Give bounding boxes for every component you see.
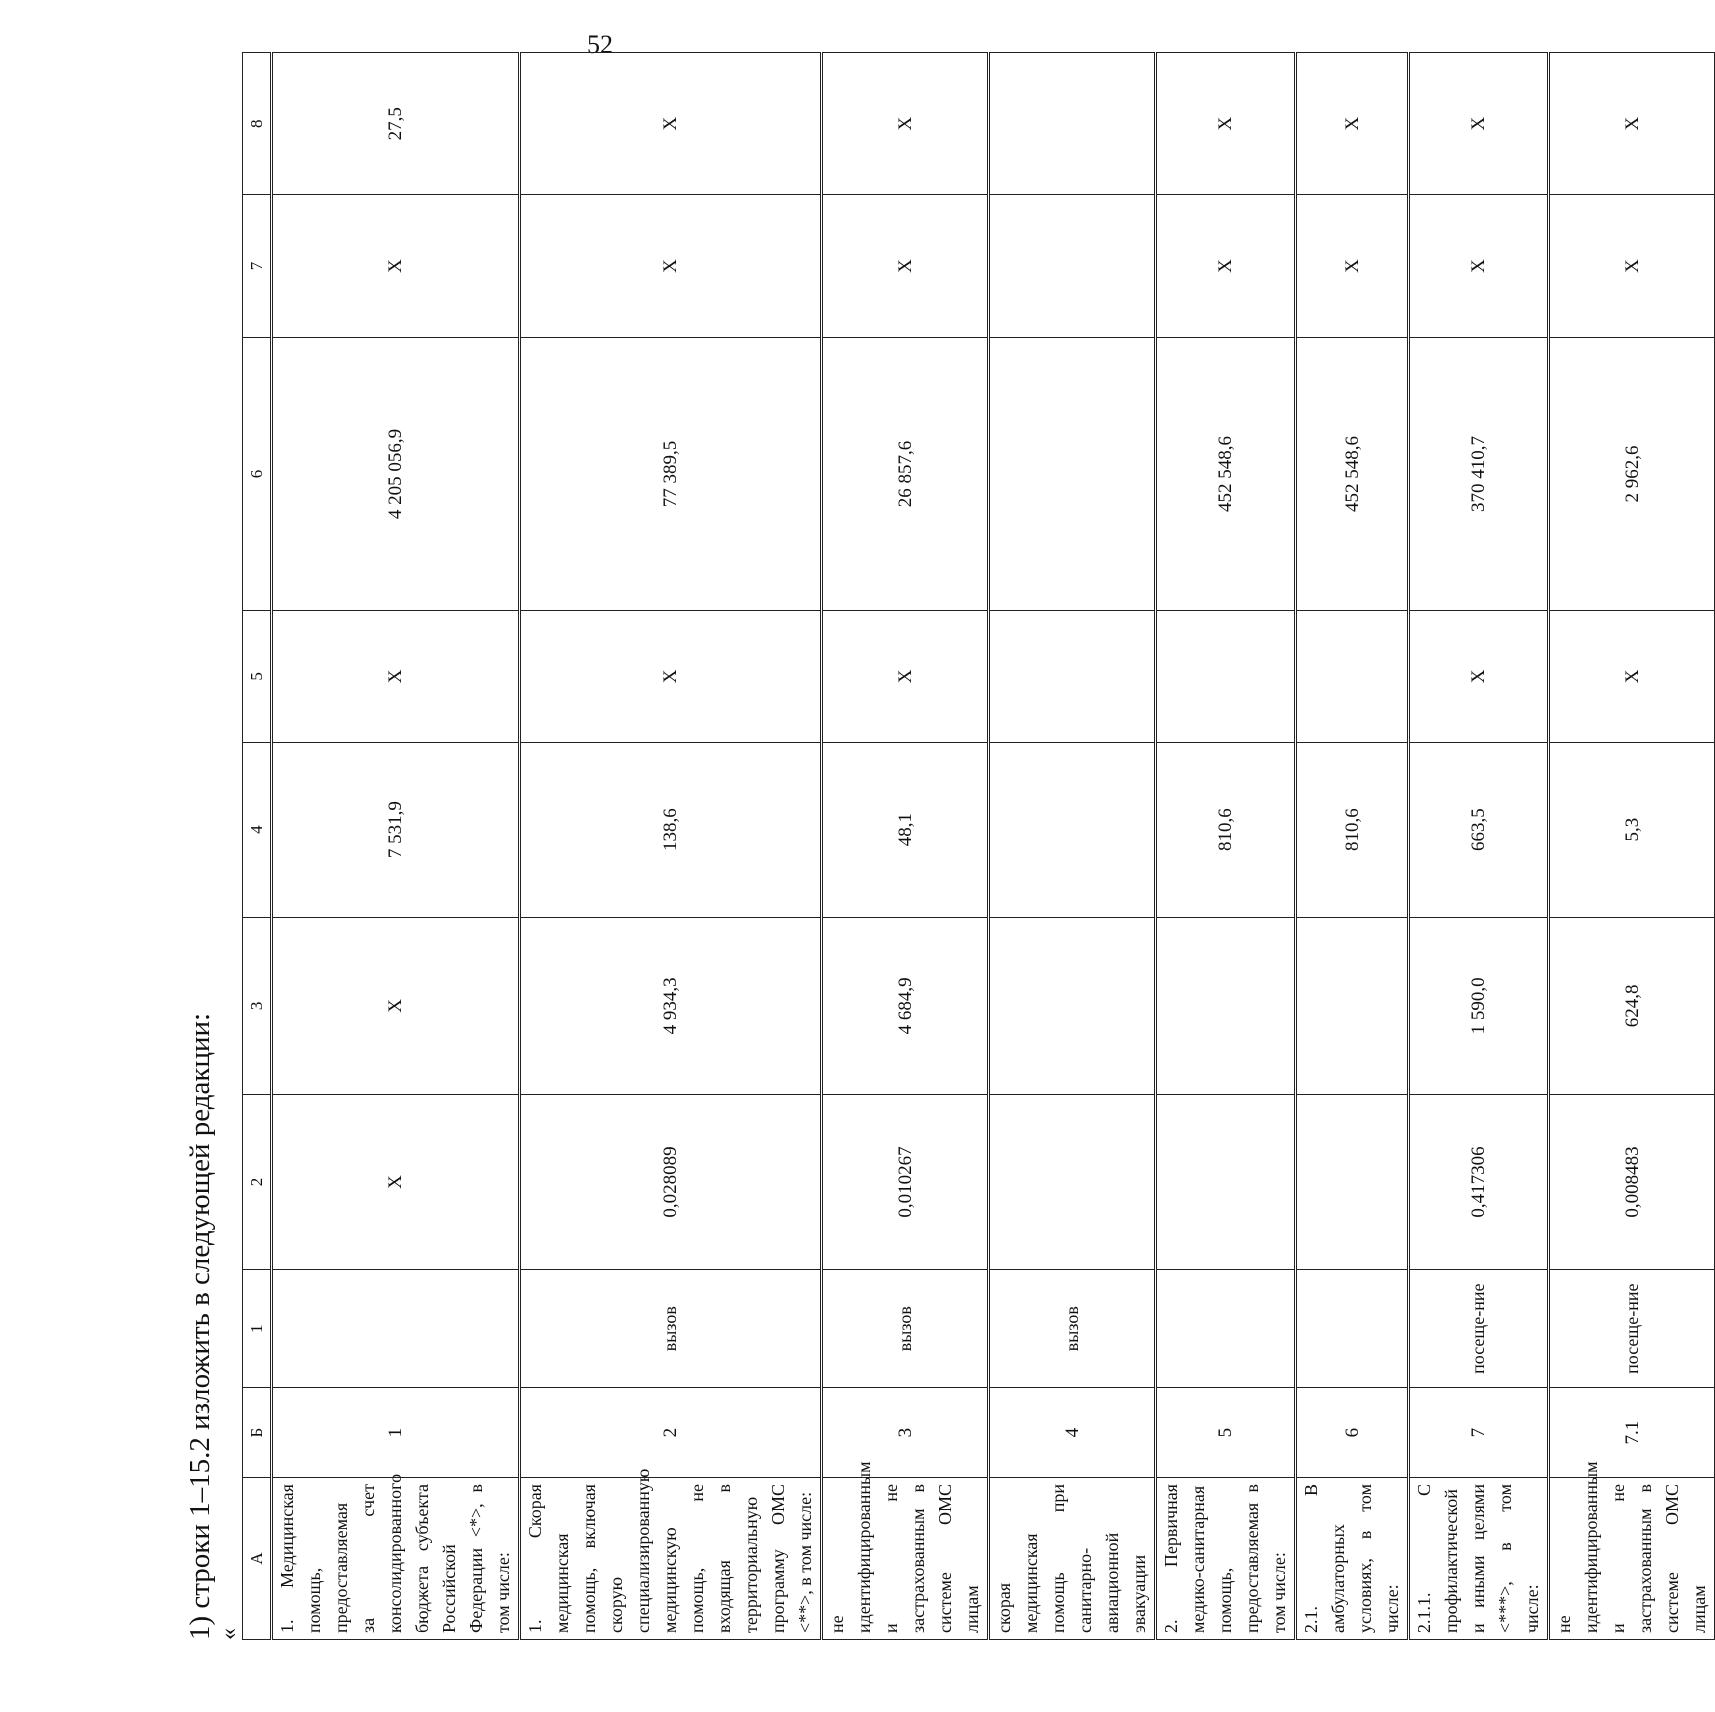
table-cell [1156,1094,1296,1269]
table-cell: X [520,611,822,742]
intro-text: 1) строки 1–15.2 изложить в следующей редакции: [184,1012,216,1640]
opening-quote: « [216,1628,242,1640]
table-cell: 138,6 [520,742,822,917]
table-cell: X [822,195,989,337]
table-cell: 624,8 [1549,917,1715,1094]
table-row [1549,53,1715,1640]
table-cell: 2 [520,1388,822,1478]
table-cell: X [272,917,520,1094]
column-header: Б [243,1388,272,1478]
table-cell: 1 [272,1388,520,1478]
table-cell: X [1296,195,1409,337]
table-cell: X [272,611,520,742]
table-cell: 5,3 [1549,742,1715,917]
rotated-content [182,50,1709,1640]
table-cell: 810,6 [1156,742,1296,917]
table-cell [989,611,1156,742]
unit-cell: вызов [822,1270,989,1388]
table-cell: 7.1 [1549,1388,1715,1478]
table-cell: X [1156,53,1296,195]
unit-cell [1156,1270,1296,1388]
table-cell: 452 548,6 [1296,337,1409,611]
column-header: 8 [243,53,272,195]
column-header: 2 [243,1094,272,1269]
table-row [272,53,520,1640]
column-header: 4 [243,742,272,917]
table-cell [989,742,1156,917]
table-cell [1156,611,1296,742]
table-cell: 4 [989,1388,1156,1478]
table-cell: X [822,611,989,742]
unit-cell: вызов [989,1270,1156,1388]
table-cell: X [1156,195,1296,337]
table-cell: 26 857,6 [822,337,989,611]
table-row [822,53,989,1640]
table-cell: 0,008483 [1549,1094,1715,1269]
column-header: 3 [243,917,272,1094]
unit-cell [1296,1270,1409,1388]
table-cell: 663,5 [1409,742,1549,917]
table-cell: 4 205 056,9 [272,337,520,611]
table-cell: X [520,195,822,337]
table-cell: X [520,53,822,195]
row-label-cell: 1. Скорая медицинская помощь, включая скорую специализированную медицинскую помощь, не входящая в территориальную программу ОМС <**>, в том числе: [520,1478,822,1640]
table-cell: 5 [1156,1388,1296,1478]
table-row [1409,53,1549,1640]
row-label-cell: 2.1. В амбулаторных условиях, в том числе: [1296,1478,1409,1640]
table-cell: 6 [1296,1388,1409,1478]
table-row [1296,53,1409,1640]
row-label-cell: 1. Медицинская помощь, предоставляемая за счет консолидированного бюджета субъекта Российской Федерации <*>, в том числе: [272,1478,520,1640]
table-cell: X [1409,611,1549,742]
table-cell: 0,028089 [520,1094,822,1269]
table-row [1156,53,1296,1640]
header-row [243,53,272,1640]
table-cell: X [272,1094,520,1269]
table-cell: 370 410,7 [1409,337,1549,611]
table-cell: 48,1 [822,742,989,917]
table-cell [989,195,1156,337]
table-cell: 2 962,6 [1549,337,1715,611]
table-cell: 810,6 [1296,742,1409,917]
table-cell: X [1296,53,1409,195]
column-header: 6 [243,337,272,611]
table-cell: X [272,195,520,337]
table-row [989,53,1156,1640]
row-label-cell: не идентифицированным и не застрахованным в системе ОМС лицам [822,1478,989,1640]
table-cell: X [1549,195,1715,337]
table-cell: 77 389,5 [520,337,822,611]
table-cell [989,1094,1156,1269]
column-header: 7 [243,195,272,337]
table-row [520,53,822,1640]
unit-cell [272,1270,520,1388]
table-cell: 1 590,0 [1409,917,1549,1094]
column-header: 1 [243,1270,272,1388]
column-header: 5 [243,611,272,742]
table-cell: 27,5 [272,53,520,195]
row-label-cell: не идентифицированным и не застрахованным в системе ОМС лицам [1549,1478,1715,1640]
table-cell [1296,917,1409,1094]
table-cell: X [822,53,989,195]
unit-cell: посеще-ние [1549,1270,1715,1388]
table-cell: 4 684,9 [822,917,989,1094]
table-cell: 0,417306 [1409,1094,1549,1269]
table-body [243,53,1715,1640]
unit-cell: посеще-ние [1409,1270,1549,1388]
table-cell: 0,010267 [822,1094,989,1269]
row-label-cell: скорая медицинская помощь при санитарно-авиационной эвакуации [989,1478,1156,1640]
table-cell: X [1549,53,1715,195]
table-cell: X [1409,53,1549,195]
unit-cell: вызов [520,1270,822,1388]
page-number: 52 [587,30,613,59]
column-header: А [243,1478,272,1640]
table-cell: 3 [822,1388,989,1478]
table-cell: X [1409,195,1549,337]
table-cell [1156,917,1296,1094]
table-cell [1296,611,1409,742]
table-cell [989,337,1156,611]
table-cell: 7 531,9 [272,742,520,917]
table-cell: 7 [1409,1388,1549,1478]
table-cell [1296,1094,1409,1269]
table-cell: X [1549,611,1715,742]
row-label-cell: 2. Первичная медико-санитарная помощь, предоставляемая в том числе: [1156,1478,1296,1640]
table-cell: 452 548,6 [1156,337,1296,611]
table-cell [989,53,1156,195]
row-label-cell: 2.1.1. С профилактической и иными целями <***>, в том числе: [1409,1478,1549,1640]
data-table [242,52,1715,1640]
table-cell: 4 934,3 [520,917,822,1094]
table-cell [989,917,1156,1094]
